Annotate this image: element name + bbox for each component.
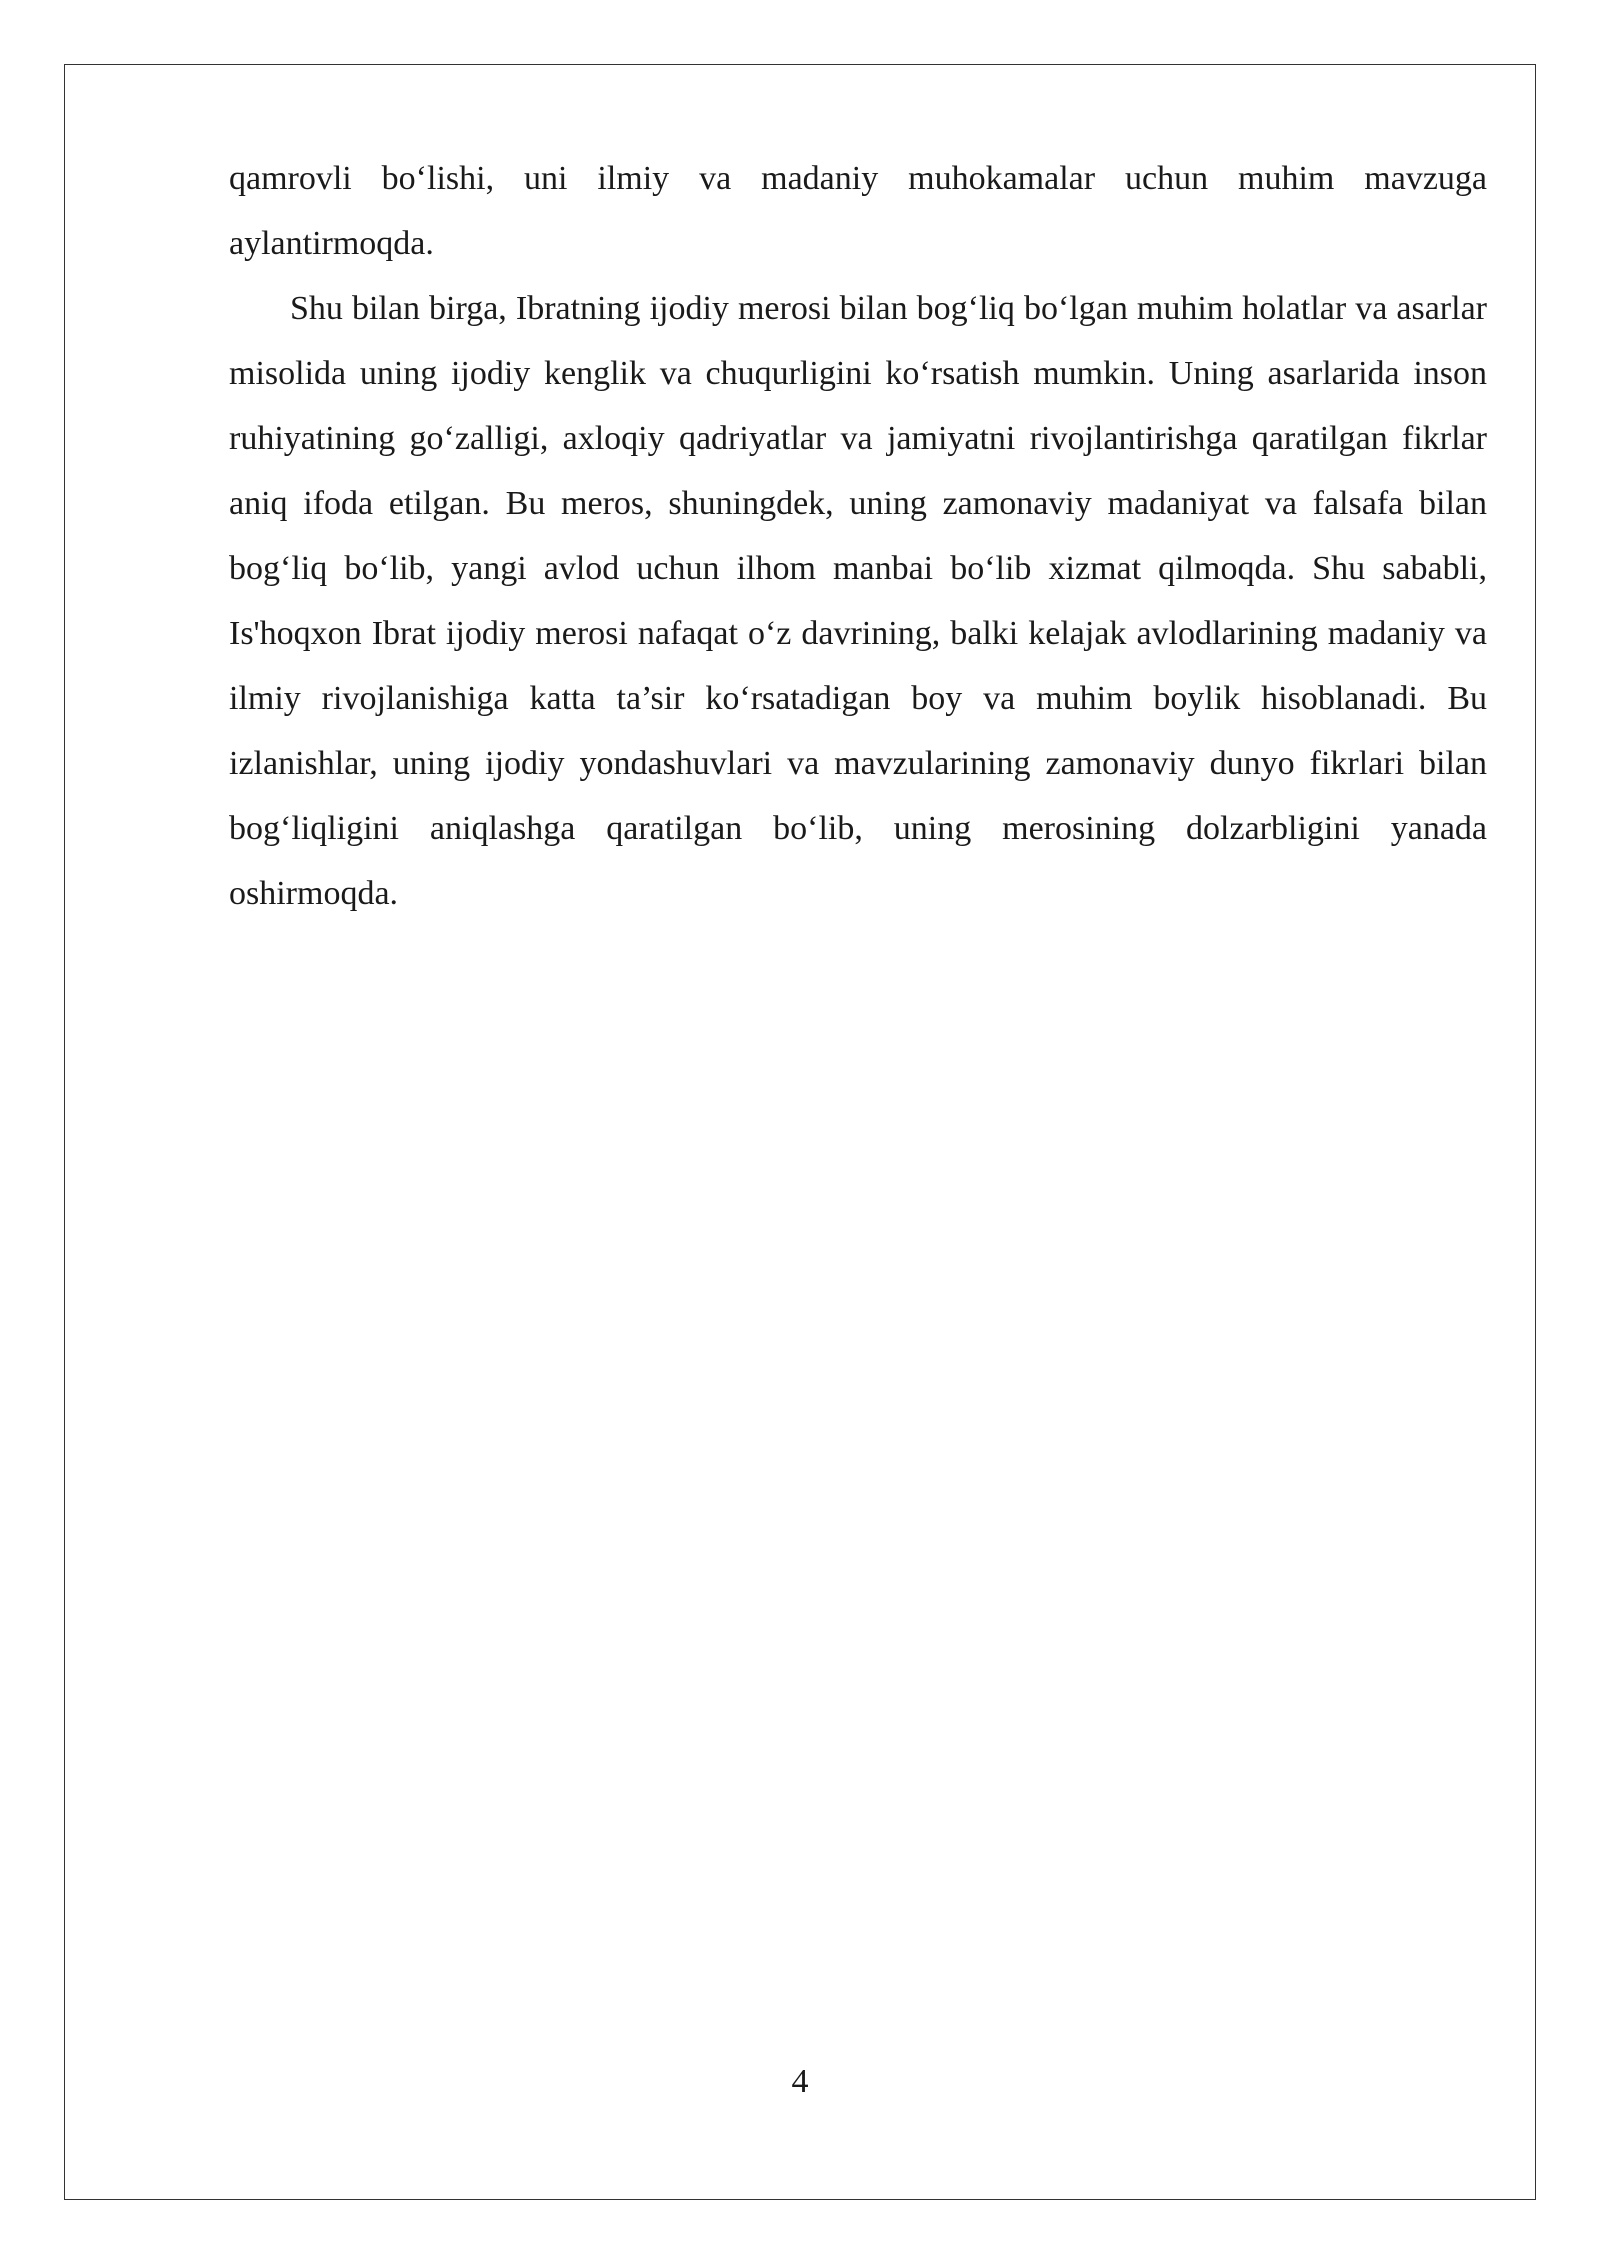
paragraph-main: Shu bilan birga, Ibratning ijodiy merosi bilan bog‘liq bo‘lgan muhim holatlar va asarlar misolida uning ijodiy kenglik va chuqurligini ko‘rsatish mumkin. Uning asarlarida inson ruhiyatining go‘zalligi, axloqiy qadriyatlar va jamiyatni rivojlantirishga qaratilgan fikrlar aniq ifoda etilgan. Bu meros, shuningdek, uning zamonaviy madaniyat va falsafa bilan bog‘liq bo‘lib, yangi avlod uchun ilhom manbai bo‘lib xizmat qilmoqda. Shu sababli, Is'hoqxon Ibrat ijodiy merosi nafaqat o‘z davrining, balki kelajak avlodlarining madaniy va ilmiy rivojlanishiga katta ta’sir ko‘rsatadigan boy va muhim boylik hisoblanadi. Bu izlanishlar, uning ijodiy yondashuvlari va mavzularining zamonaviy dunyo fikrlari bilan bog‘liqligini aniqlashga qaratilgan bo‘lib, uning merosining dolzarbligini yanada oshirmoqda. xyxy=(229,290,1487,912)
document-body xyxy=(229,146,1487,926)
page-number: 4 xyxy=(791,2063,809,2100)
paragraph-continuation: qamrovli bo‘lishi, uni ilmiy va madaniy muhokamalar uchun muhim mavzuga aylantirmoqda. xyxy=(229,160,1487,262)
